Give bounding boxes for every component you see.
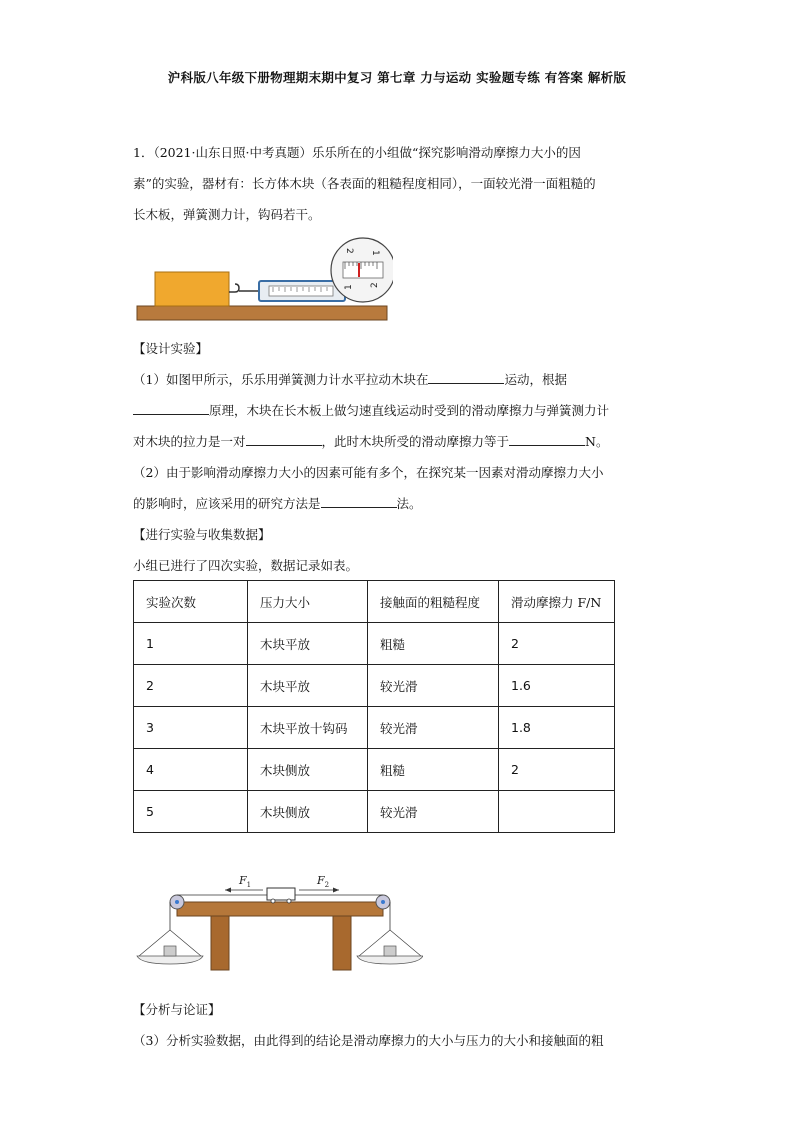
table-leg-left: [211, 916, 229, 970]
table-cell: 2: [499, 749, 615, 791]
table-header-row: [134, 581, 615, 623]
table-header-cell: 滑动摩擦力 F/N: [499, 581, 615, 623]
table-cell: 木块平放: [248, 665, 368, 707]
table-cell-empty[interactable]: [499, 791, 615, 833]
table-intro: 小组已进行了四次实验，数据记录如表。: [133, 558, 359, 573]
table-cell: 木块平放十钩码: [248, 707, 368, 749]
answer-blank-friction-value[interactable]: [509, 433, 585, 446]
answer-blank-motion[interactable]: [428, 371, 504, 384]
table-cell: 3: [134, 707, 248, 749]
question-1-line-1: 1．（2021·山东日照·中考真题）乐乐所在的小组做“探究影响滑动摩擦力大小的因: [133, 145, 581, 160]
figure-spring-scale-setup: [133, 236, 393, 324]
question-1-part-1-line-2: 原理，木块在长木板上做匀速直线运动时受到的滑动摩擦力与弹簧测力计: [133, 401, 609, 419]
hook-icon: [229, 284, 239, 292]
wooden-block: [155, 272, 229, 306]
table-leg-right: [333, 916, 351, 970]
hanging-pan-left: [137, 956, 203, 964]
dial-label-bottom-2: 2: [370, 282, 380, 288]
question-1-line-2: 素”的实验，器材有：长方体木块（各表面的粗糙程度相同），一面较光滑一面粗糙的: [133, 176, 596, 191]
wooden-board: [137, 306, 387, 320]
table-cell: 较光滑: [368, 665, 499, 707]
table-cell: 较光滑: [368, 707, 499, 749]
cart: [267, 888, 295, 900]
figure-pulley-table-setup: [133, 866, 423, 972]
table-cell: 粗糙: [368, 623, 499, 665]
table-cell: 粗糙: [368, 749, 499, 791]
table-row: [134, 665, 615, 707]
table-cell: 4: [134, 749, 248, 791]
dial-label-top-1: 1: [370, 250, 380, 256]
table-row: [134, 791, 615, 833]
question-1-part-2-line-2: 的影响时，应该采用的研究方法是 法。: [133, 496, 422, 511]
document-title: 沪科版八年级下册物理期末期中复习 第七章 力与运动 实验题专练 有答案 解析版: [167, 70, 627, 85]
data-table: [133, 580, 615, 833]
section-experiment-heading: 【进行实验与收集数据】: [133, 527, 271, 542]
table-cell: 木块平放: [248, 623, 368, 665]
table-cell: 1.8: [499, 707, 615, 749]
dial-label-bottom-1: 1: [344, 284, 354, 290]
table-cell: 2: [134, 665, 248, 707]
table-cell: 5: [134, 791, 248, 833]
svg-text:F1: $F_1$: [239, 874, 252, 889]
weight-left: [164, 946, 176, 956]
table-cell: 木块侧放: [248, 749, 368, 791]
force-label-right: F: [317, 874, 325, 887]
table-row: [134, 623, 615, 665]
table-row: [134, 707, 615, 749]
answer-blank-method[interactable]: [321, 495, 397, 508]
table-cell: 2: [499, 623, 615, 665]
question-1-part-1-line-1: （1）如图甲所示，乐乐用弹簧测力计水平拉动木块在 运动，根据: [133, 372, 567, 387]
section-analysis-heading: 【分析与论证】: [133, 1002, 221, 1017]
table-header-cell: 压力大小: [248, 581, 368, 623]
table-cell: 木块侧放: [248, 791, 368, 833]
dial-label-top-2: 2: [344, 248, 354, 254]
question-1-part-1-line-3: 对木块的拉力是一对 ，此时木块所受的滑动摩擦力等于 N。: [133, 434, 609, 449]
question-1-line-3: 长木板，弹簧测力计，钩码若干。: [133, 207, 321, 222]
table-top: [177, 902, 383, 916]
table-cell: 较光滑: [368, 791, 499, 833]
svg-text:F2: $F_2$: [317, 874, 330, 889]
answer-blank-force-pair[interactable]: [246, 433, 322, 446]
section-design-heading: 【设计实验】: [133, 341, 209, 356]
weight-right: [384, 946, 396, 956]
force-label-left: F: [239, 874, 247, 887]
question-1-part-2-line-1: （2）由于影响滑动摩擦力大小的因素可能有多个，在探究某一因素对滑动摩擦力大小: [133, 465, 604, 480]
table-header-cell: 接触面的粗糙程度: [368, 581, 499, 623]
hanging-pan-right: [357, 956, 423, 964]
question-1-part-3-line-1: （3）分析实验数据，由此得到的结论是滑动摩擦力的大小与压力的大小和接触面的粗: [133, 1033, 604, 1048]
table-header-cell: 实验次数: [134, 581, 248, 623]
table-cell: 1.6: [499, 665, 615, 707]
table-cell: 1: [134, 623, 248, 665]
table-row: [134, 749, 615, 791]
answer-blank-principle[interactable]: [133, 402, 209, 415]
